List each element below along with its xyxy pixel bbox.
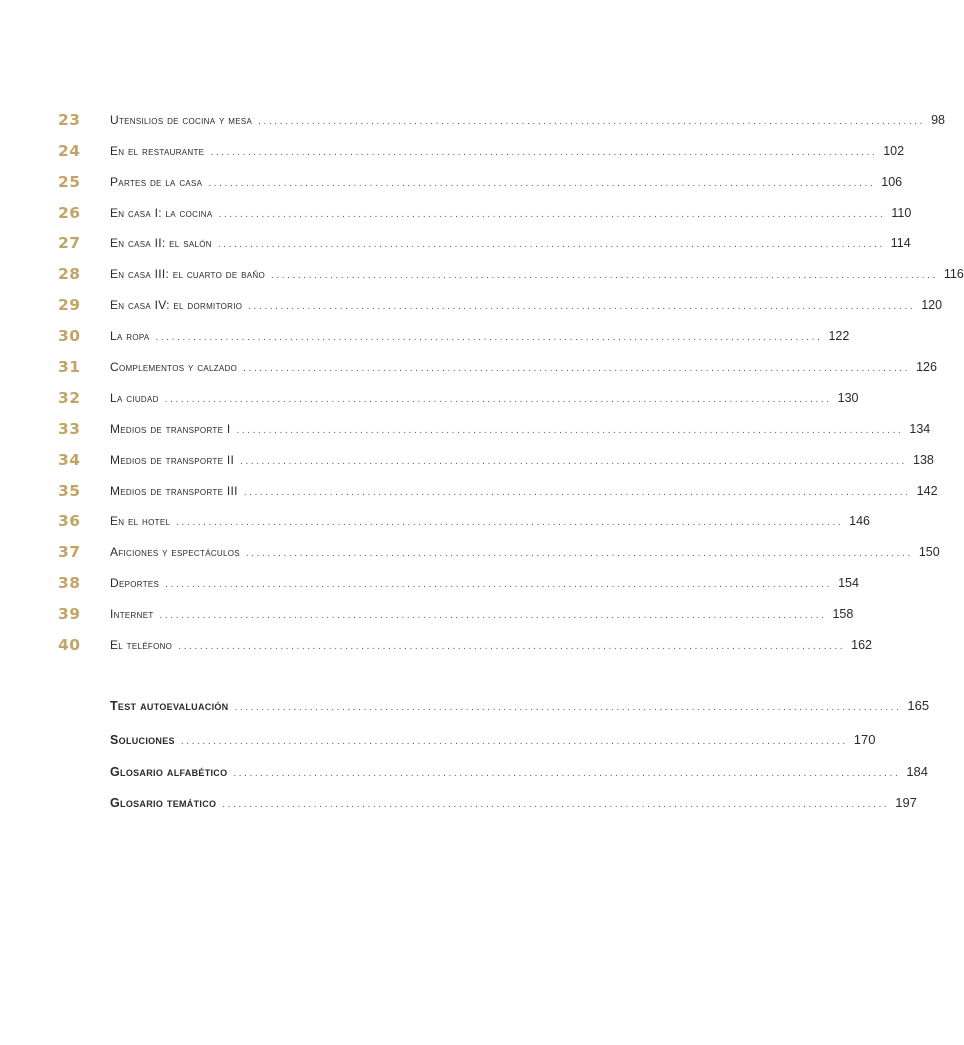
toc-entry-link[interactable] [110, 729, 876, 751]
toc-entry-link[interactable] [110, 603, 854, 625]
dot-leader: ............................................................................................................................ [210, 147, 878, 158]
page-number: 130 [837, 391, 859, 405]
chapter-title: El teléfono [110, 638, 173, 652]
dot-leader: ............................................................................................................................ [222, 799, 890, 810]
page-number: 162 [851, 638, 872, 652]
chapter-title: En el restaurante [110, 144, 205, 158]
dot-leader: ............................................................................................................................ [155, 332, 823, 343]
dot-leader: ............................................................................................................................ [258, 116, 926, 127]
page-number: 120 [921, 298, 943, 312]
toc-row-38 [0, 572, 859, 594]
chapter-title: Medios de transporte III [110, 484, 238, 498]
chapter-title: Medios de transporte II [110, 453, 235, 467]
dot-leader: ............................................................................................................................ [165, 579, 833, 590]
chapter-title: En casa III: el cuarto de baño [110, 267, 265, 281]
page-number: 184 [906, 764, 929, 779]
chapter-number: 40 [58, 636, 81, 654]
toc-row-24 [0, 140, 905, 162]
chapter-title: En casa IV: el dormitorio [110, 298, 243, 312]
chapter-title: Aficiones y espectáculos [110, 545, 240, 559]
toc-entry-link[interactable] [110, 232, 911, 254]
toc-row-26 [0, 202, 912, 224]
page-number: 126 [916, 360, 937, 374]
dot-leader: ............................................................................................................................ [180, 736, 848, 747]
dot-leader: ............................................................................................................................ [236, 425, 904, 436]
toc-entry-link[interactable] [110, 387, 859, 409]
toc-row-29 [0, 294, 943, 316]
toc-entry-link[interactable] [110, 761, 929, 783]
chapter-number: 38 [58, 574, 81, 592]
chapter-number: 32 [58, 389, 81, 407]
chapter-title: La ropa [110, 329, 150, 343]
chapter-title: Utensilios de cocina y mesa [110, 113, 253, 127]
toc-row-28 [0, 263, 964, 285]
page-number: 122 [828, 329, 850, 343]
chapter-title: Deportes [110, 576, 160, 590]
dot-leader: ............................................................................................................................ [218, 209, 886, 220]
chapter-number: 30 [58, 327, 81, 345]
page-number: 158 [832, 607, 854, 621]
page-number: 150 [918, 545, 940, 559]
chapter-title: Complementos y calzado [110, 360, 238, 374]
page-number: 165 [907, 698, 930, 713]
chapter-number: 27 [58, 234, 81, 252]
page-number: 116 [943, 267, 964, 281]
toc-row-30 [0, 325, 850, 347]
page-number: 138 [913, 453, 934, 467]
toc-row-32 [0, 387, 859, 409]
toc-entry-link[interactable] [110, 418, 931, 440]
chapter-title: La ciudad [110, 391, 159, 405]
dot-leader: ............................................................................................................................ [245, 548, 913, 559]
toc-row-35 [0, 480, 938, 502]
dot-leader: ............................................................................................................................ [208, 178, 876, 189]
chapter-title: Medios de transporte I [110, 422, 231, 436]
dot-leader: ............................................................................................................................ [243, 487, 911, 498]
toc-entry-link[interactable] [110, 325, 850, 347]
toc-entry-link[interactable] [110, 695, 930, 717]
chapter-number: 39 [58, 605, 81, 623]
toc-entry-link[interactable] [110, 634, 872, 656]
dot-leader: ............................................................................................................................ [159, 610, 827, 621]
toc-entry-link[interactable] [110, 140, 905, 162]
chapter-title: Internet [110, 607, 154, 621]
toc-entry-link[interactable] [110, 510, 870, 532]
toc-row-glosario-alfabetico [0, 761, 929, 783]
dot-leader: ............................................................................................................................ [248, 301, 916, 312]
toc-row-23 [0, 109, 945, 131]
page-number: 110 [891, 206, 912, 220]
toc-entry-link[interactable] [110, 356, 937, 378]
chapter-number: 33 [58, 420, 81, 438]
chapter-title: En casa II: el salón [110, 236, 212, 250]
toc-row-31 [0, 356, 937, 378]
page-number: 98 [931, 113, 945, 127]
page-number: 154 [838, 576, 859, 590]
chapter-number: 34 [58, 451, 81, 469]
back-matter-title: Glosario temático [110, 796, 217, 810]
toc-row-40 [0, 634, 872, 656]
back-matter-title: Glosario alfabético [110, 765, 228, 779]
page-number: 197 [895, 795, 917, 810]
back-matter-title: Soluciones [110, 733, 175, 747]
dot-leader: ............................................................................................................................ [217, 239, 885, 250]
page-number: 114 [890, 236, 911, 250]
chapter-number: 37 [58, 543, 81, 561]
toc-row-27 [0, 232, 911, 254]
page-number: 142 [916, 484, 938, 498]
chapter-title: En el hotel [110, 514, 171, 528]
chapter-number: 35 [58, 482, 81, 500]
toc-row-37 [0, 541, 940, 563]
chapter-number: 23 [58, 111, 81, 129]
chapter-number: 36 [58, 512, 81, 530]
toc-entry-link[interactable] [110, 449, 934, 471]
toc-row-36 [0, 510, 870, 532]
toc-entry-link[interactable] [110, 263, 964, 285]
page-number: 106 [881, 175, 903, 189]
toc-entry-link[interactable] [110, 171, 903, 193]
chapter-number: 29 [58, 296, 81, 314]
chapter-number: 24 [58, 142, 81, 160]
toc-row-25 [0, 171, 903, 193]
page-number: 146 [849, 514, 870, 528]
chapter-title: Partes de la casa [110, 175, 203, 189]
toc-entry-link[interactable] [110, 572, 859, 594]
dot-leader: ............................................................................................................................ [234, 702, 902, 713]
dot-leader: ............................................................................................................................ [270, 270, 938, 281]
chapter-title: En casa I: la cocina [110, 206, 213, 220]
toc-row-39 [0, 603, 854, 625]
toc-row-soluciones [0, 729, 876, 751]
back-matter-title: Test autoevaluación [110, 699, 229, 713]
dot-leader: ............................................................................................................................ [164, 394, 832, 405]
toc-entry-link[interactable] [110, 202, 912, 224]
dot-leader: ............................................................................................................................ [176, 517, 844, 528]
toc-entry-link[interactable] [110, 294, 943, 316]
dot-leader: ............................................................................................................................ [240, 456, 908, 467]
dot-leader: ............................................................................................................................ [243, 363, 911, 374]
page-number: 134 [909, 422, 931, 436]
chapter-number: 31 [58, 358, 81, 376]
chapter-number: 25 [58, 173, 81, 191]
toc-row-glosario-tematico [0, 792, 917, 814]
chapter-number: 26 [58, 204, 81, 222]
toc-row-34 [0, 449, 934, 471]
toc-entry-link[interactable] [110, 541, 940, 563]
page-number: 102 [883, 144, 905, 158]
dot-leader: ............................................................................................................................ [178, 641, 846, 652]
dot-leader: ............................................................................................................................ [233, 768, 901, 779]
chapter-number: 28 [58, 265, 81, 283]
toc-row-test [0, 695, 930, 717]
toc-entry-link[interactable] [110, 480, 938, 502]
toc-entry-link[interactable] [110, 792, 917, 814]
toc-entry-link[interactable] [110, 109, 945, 131]
toc-row-33 [0, 418, 931, 440]
page-number: 170 [853, 732, 876, 747]
